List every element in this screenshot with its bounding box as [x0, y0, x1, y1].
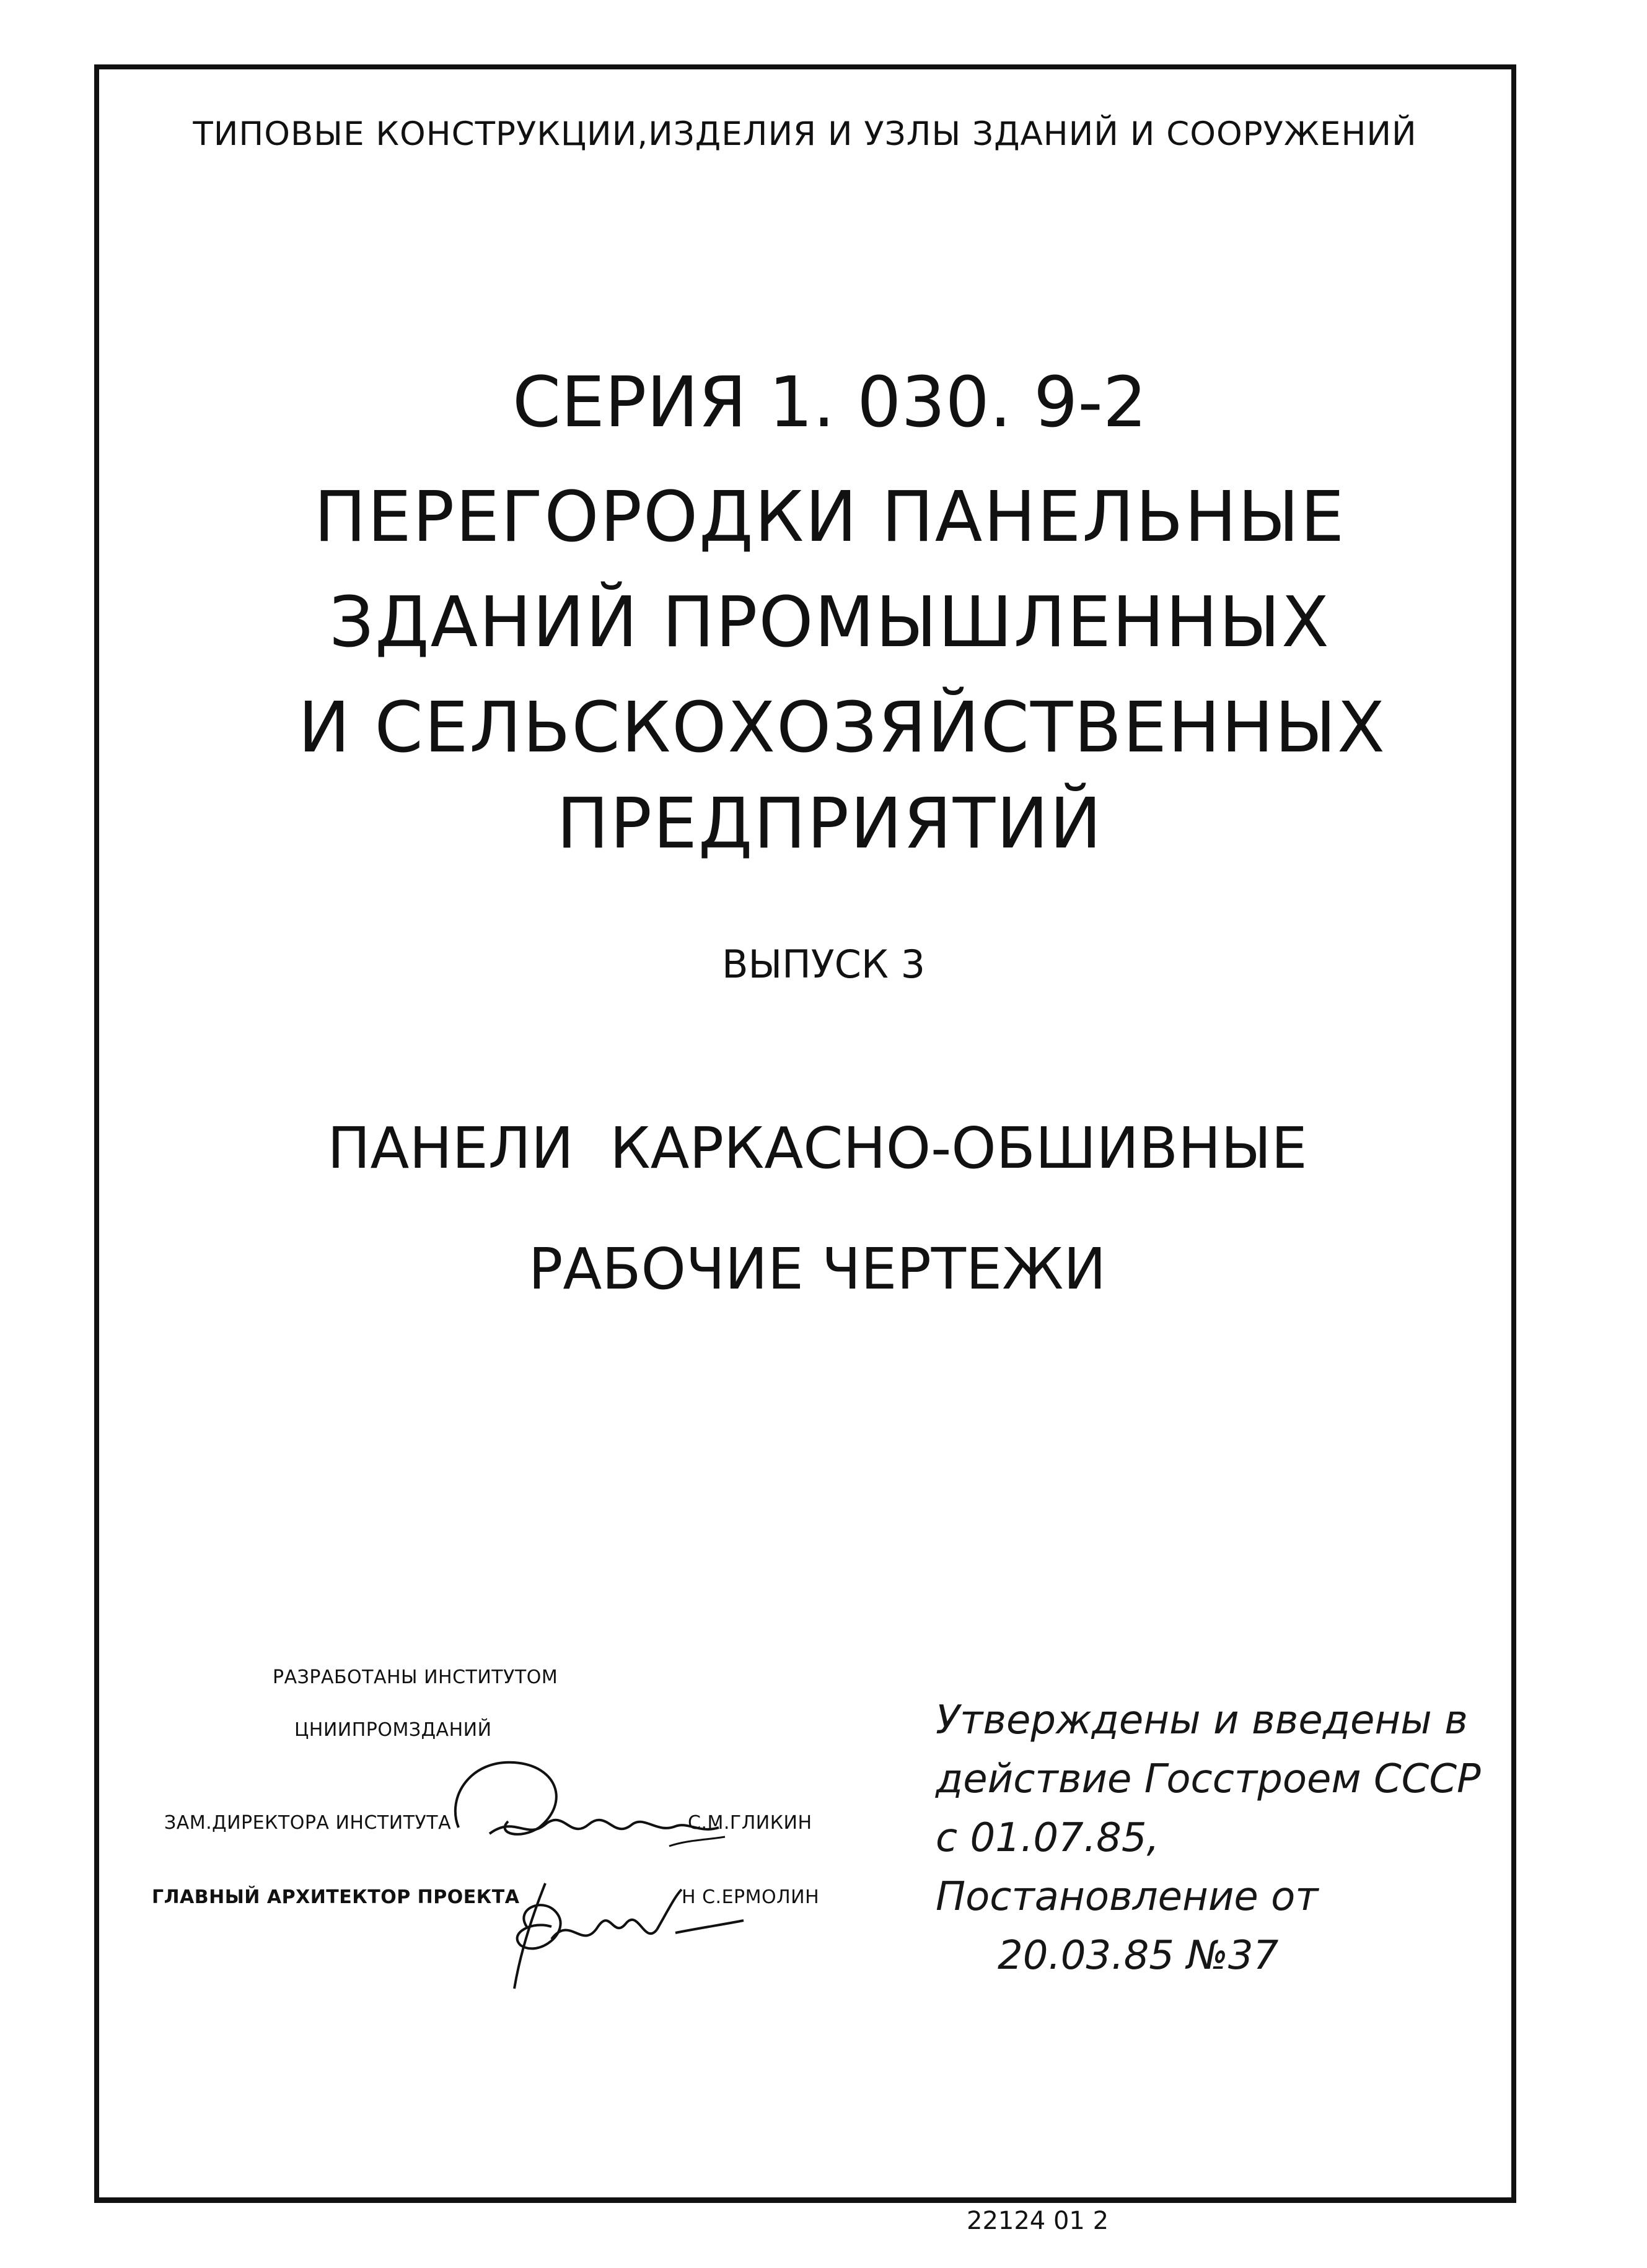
- developed-by-label: РАЗРАБОТАНЫ ИНСТИТУТОМ: [273, 1666, 558, 1688]
- footer-cut-text: 22124 01 2: [967, 2207, 1109, 2235]
- title-line-4: ПРЕДПРИЯТИЙ: [556, 784, 1103, 864]
- approval-line-5: 20.03.85 №37: [998, 1933, 1279, 1979]
- approval-line-2: действие Госстроем СССР: [936, 1756, 1481, 1802]
- institute-name: ЦНИИПРОМЗДАНИЙ: [294, 1719, 492, 1741]
- chief-architect-role: ГЛАВНЫЙ АРХИТЕКТОР ПРОЕКТА: [152, 1886, 520, 1908]
- title-line-3: И СЕЛЬСКОХОЗЯЙСТВЕННЫХ: [298, 688, 1386, 768]
- title-line-1: ПЕРЕГОРОДКИ ПАНЕЛЬНЫЕ: [314, 477, 1346, 558]
- deputy-director-signature: [434, 1747, 731, 1871]
- deputy-director-name: С.М.ГЛИКИН: [688, 1812, 812, 1834]
- drawing-type: РАБОЧИЕ ЧЕРТЕЖИ: [528, 1236, 1107, 1302]
- approval-line-1: Утверждены и введены в: [936, 1697, 1468, 1743]
- approval-line-3: с 01.07.85,: [936, 1815, 1159, 1861]
- approval-line-4: Постановление от: [936, 1874, 1319, 1920]
- chief-architect-name: Н С.ЕРМОЛИН: [682, 1886, 820, 1908]
- issue-number: ВЫПУСК 3: [721, 942, 926, 987]
- subtitle: ПАНЕЛИ КАРКАСНО-ОБШИВНЫЕ: [327, 1115, 1307, 1181]
- title-line-2: ЗДАНИЙ ПРОМЫШЛЕННЫХ: [329, 582, 1330, 663]
- chief-architect-signature: [490, 1859, 750, 2001]
- series-number: СЕРИЯ 1. 030. 9-2: [512, 362, 1148, 443]
- deputy-director-role: ЗАМ.ДИРЕКТОРА ИНСТИТУТА: [164, 1812, 452, 1834]
- document-header: ТИПОВЫЕ КОНСТРУКЦИИ,ИЗДЕЛИЯ И УЗЛЫ ЗДАНИЙ И СООРУЖЕНИЙ: [193, 115, 1417, 153]
